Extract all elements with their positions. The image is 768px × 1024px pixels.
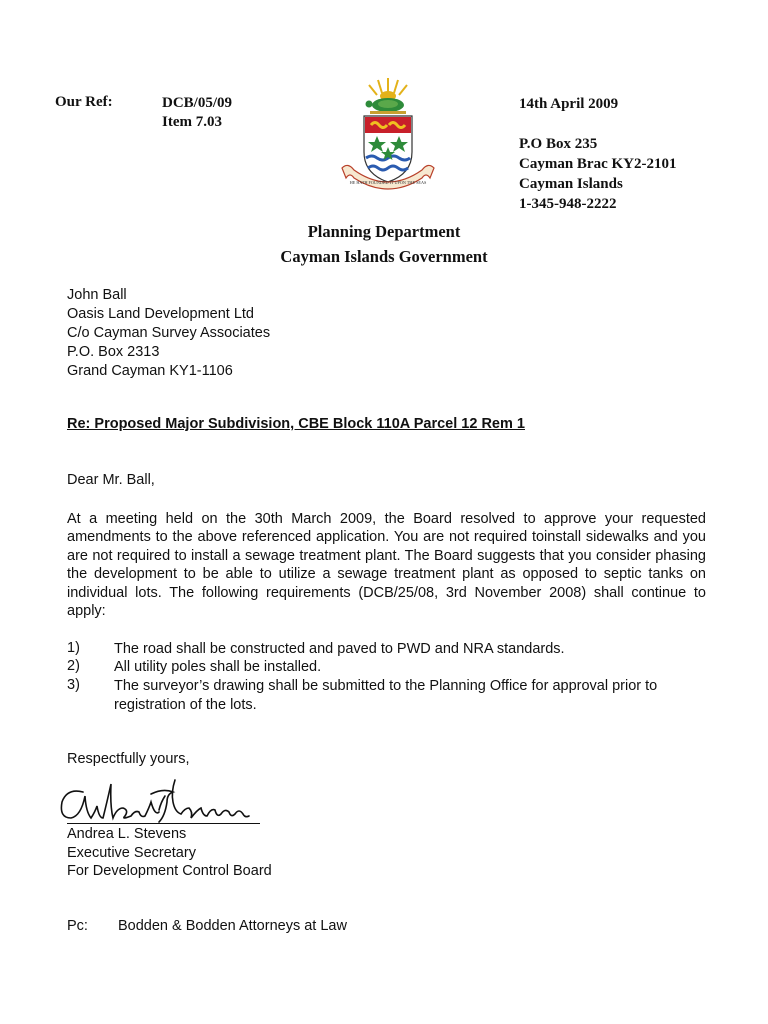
address-line: P.O Box 235 <box>519 136 598 152</box>
salutation: Dear Mr. Ball, <box>67 472 155 488</box>
department-heading <box>0 219 768 269</box>
closing: Respectfully yours, <box>67 751 190 767</box>
recipient-line: Grand Cayman KY1-1106 <box>67 363 233 379</box>
signatory-name: Andrea L. Stevens <box>67 826 187 842</box>
address-line: Cayman Islands <box>519 176 623 192</box>
subject-line: Re: Proposed Major Subdivision, CBE Block 110A Parcel 12 Rem 1 <box>67 416 525 432</box>
ref-label: Our Ref: <box>55 94 113 110</box>
recipient-name: John Ball <box>67 287 127 303</box>
recipient-line: C/o Cayman Survey Associates <box>67 325 271 341</box>
address-line: Cayman Brac KY2-2101 <box>519 156 677 172</box>
body-paragraph: At a meeting held on the 30th March 2009, the Board resolved to approve your requested amendments to the above referenced application. You are not required toinstall sidewalks and you are not required to install a sewage treatment plant. The Board suggests that you consider phasing the development to be able to utilize a sewage treatment plant as opposed to septic tanks on individual lots. The following requirements (DCB/25/08, 3rd November 2008) shall continue to apply: <box>67 511 706 620</box>
government-name: Cayman Islands Government <box>280 247 488 266</box>
recipient-line: Oasis Land Development Ltd <box>67 306 254 322</box>
signatory-org: For Development Control Board <box>67 863 272 879</box>
ref-value <box>162 94 232 132</box>
requirement-number: 2) <box>67 658 80 674</box>
coat-of-arms-icon <box>336 76 440 194</box>
requirement-text: The surveyor’s drawing shall be submitted to the Planning Office for approval prior to registration of the lots. <box>114 678 658 713</box>
ref-item: Item 7.03 <box>162 114 222 130</box>
requirement-text: All utility poles shall be installed. <box>114 659 322 675</box>
pc-value: Bodden & Bodden Attorneys at Law <box>118 918 347 934</box>
address-phone: 1-345-948-2222 <box>519 196 617 212</box>
recipient-line: P.O. Box 2313 <box>67 344 160 360</box>
crest-motto: HE HATH FOUNDED IT UPON THE SEAS <box>349 180 427 185</box>
signature-line <box>67 823 260 824</box>
letter-date: 14th April 2009 <box>519 96 619 112</box>
recipient-address <box>67 286 270 381</box>
requirement-number: 1) <box>67 640 80 656</box>
pc-label: Pc: <box>67 918 88 934</box>
ref-number: DCB/05/09 <box>162 95 233 111</box>
requirement-number: 3) <box>67 677 80 693</box>
department-name: Planning Department <box>307 222 461 241</box>
requirement-text: The road shall be constructed and paved to PWD and NRA standards. <box>114 641 565 657</box>
sender-address <box>519 134 677 214</box>
signatory-title: Executive Secretary <box>67 844 196 861</box>
signatory-block <box>67 825 272 881</box>
